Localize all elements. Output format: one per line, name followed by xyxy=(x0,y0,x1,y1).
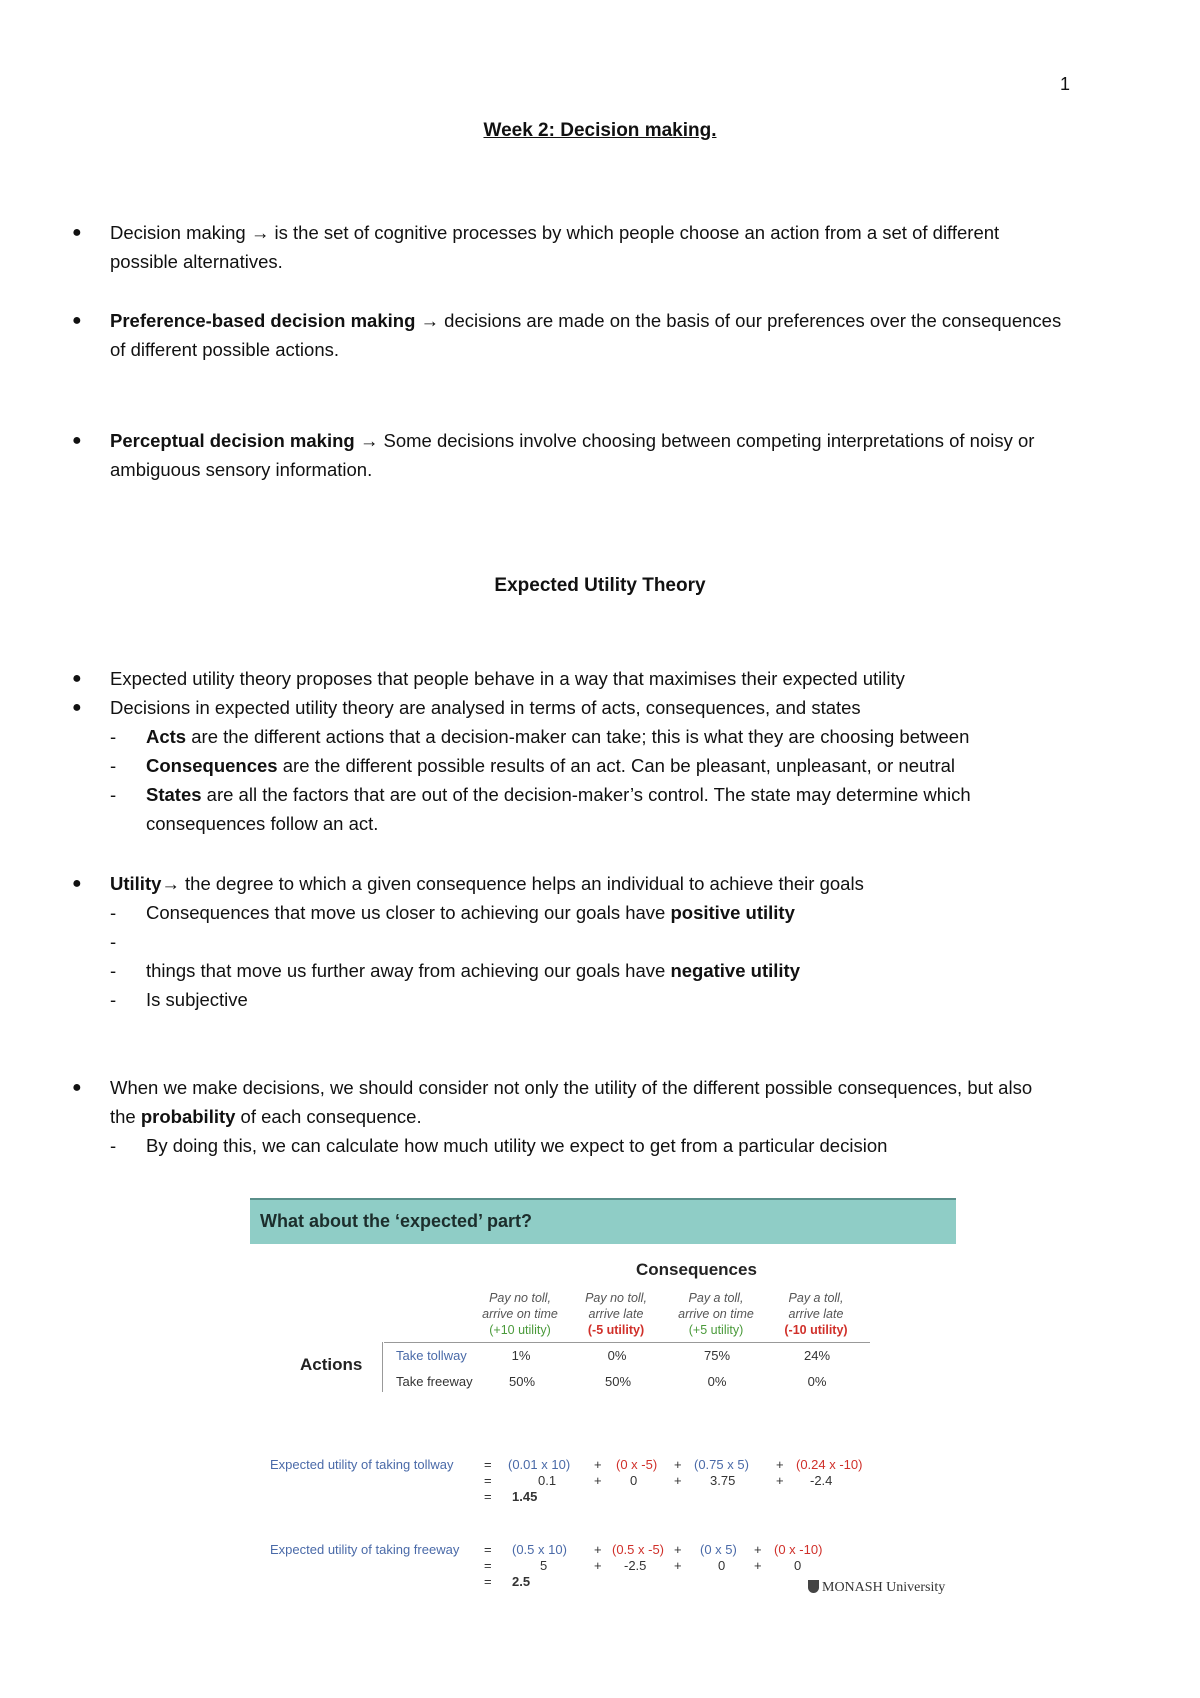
bullet-dot-icon: ● xyxy=(72,224,82,241)
slide-header: What about the ‘expected’ part? xyxy=(250,1198,956,1244)
bullet-dot-icon: ● xyxy=(72,670,82,687)
equation-value: 0 xyxy=(794,1558,802,1573)
equation-value: -2.4 xyxy=(810,1473,833,1488)
plus-sign: + xyxy=(674,1542,682,1557)
table-cell: 50% xyxy=(604,1374,632,1389)
actions-label: Actions xyxy=(300,1355,363,1374)
equation-value: -2.5 xyxy=(624,1558,647,1573)
equals-sign: = xyxy=(484,1558,492,1573)
plus-sign: + xyxy=(674,1457,682,1472)
table-cell: 24% xyxy=(803,1348,831,1363)
equation-label: Expected utility of taking freeway xyxy=(270,1542,460,1557)
bullet-dot-icon: ● xyxy=(72,312,82,329)
equation-term: (0 x 5) xyxy=(700,1542,737,1557)
right-arrow-icon: → xyxy=(250,222,270,243)
right-arrow-icon: → xyxy=(359,430,379,451)
plus-sign: + xyxy=(754,1542,762,1557)
equation-result: 1.45 xyxy=(512,1489,538,1504)
equation-term: (0 x -10) xyxy=(774,1542,823,1557)
table-cell: 0% xyxy=(707,1374,727,1389)
equals-sign: = xyxy=(484,1574,492,1589)
equation-value: 0 xyxy=(630,1473,638,1488)
column-header: Pay a toll, arrive late (-10 utility) xyxy=(784,1291,848,1337)
plus-sign: + xyxy=(754,1558,762,1573)
equation-label: Expected utility of taking tollway xyxy=(270,1457,454,1472)
bullet-eut-2: ● Decisions in expected utility theory are analysed in terms of acts, consequences, and states xyxy=(110,693,1140,722)
page-number: 1 xyxy=(1059,74,1070,94)
bullet-utility: ● Utility→ the degree to which a given consequence helps an individual to achieve their goals xyxy=(110,869,1140,898)
dash-negative-utility: - things that move us further away from achieving our goals have negative utility xyxy=(110,960,800,981)
bullet-dot-icon: ● xyxy=(72,432,82,449)
equals-sign: = xyxy=(484,1473,492,1488)
equation-value: 3.75 xyxy=(710,1473,736,1488)
equation-term: (0.24 x -10) xyxy=(796,1457,863,1472)
dash-states: - States are all the factors that are out of the decision-maker’s control. The state may determine which consequences follow an act. xyxy=(110,784,971,834)
bullet-eut-1: ● Expected utility theory proposes that people behave in a way that maximises their expected utility xyxy=(110,664,1140,693)
table-cell: 50% xyxy=(508,1374,536,1389)
plus-sign: + xyxy=(594,1473,602,1488)
dash-positive-utility: - Consequences that move us closer to achieving our goals have positive utility xyxy=(110,902,795,923)
row-label: Take freeway xyxy=(396,1374,473,1389)
right-arrow-icon: → xyxy=(420,310,440,331)
document-page: 1 Week 2: Decision making. ● Decision making → is the set of cognitive processes by which people choose an action from a set of different possible alternatives. ● Preference-based decision making → decisions are made on the basis of our preferences over the consequences of different possible actions. ● Perceptual decision making → Some decisions involve choosing between competing interpretations of noisy or ambiguous sensory information. Expected Utility Theory ● Expected utility theory proposes that people behave in a way that maximises their expected utility ● Decisions in expected utility theory are analysed in terms of acts, consequences, and states - Acts are the different actions that a decision-maker can take; this is what they are choosing between - Consequences are the different possible results of an act. Can be pleasant, unpleasant, or neutral - States are all the factors that are out of the decision-maker’s control. The state may determine which consequences follow an act. ● Utility→ the degree to which a given consequence helps an individual to achieve their goals - Consequences that move us closer to achieving our goals have positive utility - - things that move us further away from achieving our goals have negative utility - Is subjective ● When we make decisions, we should consider not only the utility of the different possible consequences, but also the probability of each consequence. - By doing this, we can calculate how much utility we expect to get from a particular decision What about the ‘expected’ part? Consequences Actions Pay no toll, arrive on time (+10 utility) Pay no toll, arrive late (-5 utility) Pay a toll, arrive on time (+5 utility) Pay a toll, arrive late (-10 utility) Take tollway 1% 0% 75% 24% Take freeway 50% 50% 0% 0% Expected utility of taking tollway = (0.01 x 10) + (0 x -5) + (0.75 x 5) + (0.24 x -10) = 0.1 + 0 + 3.75 + -2.4 = 1.45 Expected utility of taking freeway = (0.5 x 10) + (0.5 x -5) + (0 x 5) + (0 x -10) = 5 + -2.5 + 0 + 0 = 2.5 MONASH University xyxy=(0,0,1200,1698)
bullet-dot-icon: ● xyxy=(72,875,82,892)
column-header: Pay a toll, arrive on time (+5 utility) xyxy=(678,1291,754,1337)
section-title: Expected Utility Theory xyxy=(494,575,706,596)
row-label: Take tollway xyxy=(396,1348,467,1363)
plus-sign: + xyxy=(594,1457,602,1472)
equals-sign: = xyxy=(484,1457,492,1472)
equation-result: 2.5 xyxy=(512,1574,531,1589)
column-header: Pay no toll, arrive on time (+10 utility) xyxy=(482,1291,558,1337)
equation-value: 5 xyxy=(540,1558,548,1573)
right-arrow-icon: → xyxy=(161,873,180,894)
equation-term: (0.01 x 10) xyxy=(508,1457,571,1472)
page-title: Week 2: Decision making. xyxy=(483,120,717,141)
dash-consequences: - Consequences are the different possible results of an act. Can be pleasant, unpleasant, or neutral xyxy=(110,755,956,776)
bullet-preference-based: ● Preference-based decision making → decisions are made on the basis of our preferences over the consequences of different possible actions. xyxy=(110,306,1140,364)
equation-term: (0.5 x -5) xyxy=(612,1542,665,1557)
bullet-dot-icon: ● xyxy=(72,1079,82,1096)
table-cell: 0% xyxy=(607,1348,627,1363)
equation-value: 0 xyxy=(718,1558,726,1573)
table-divider xyxy=(384,1342,870,1343)
plus-sign: + xyxy=(594,1558,602,1573)
column-header: Pay no toll, arrive late (-5 utility) xyxy=(585,1291,647,1337)
equals-sign: = xyxy=(484,1542,492,1557)
plus-sign: + xyxy=(776,1457,784,1472)
equals-sign: = xyxy=(484,1489,492,1504)
equation-value: 0.1 xyxy=(538,1473,557,1488)
dash-calculate: - By doing this, we can calculate how much utility we expect to get from a particular decision xyxy=(110,1135,888,1156)
bullet-perceptual: ● Perceptual decision making → Some decisions involve choosing between competing interpretations of noisy or ambiguous sensory information. xyxy=(110,426,1140,484)
equation-term: (0 x -5) xyxy=(616,1457,658,1472)
plus-sign: + xyxy=(674,1558,682,1573)
table-cell: 1% xyxy=(511,1348,531,1363)
plus-sign: + xyxy=(776,1473,784,1488)
dash-acts: - Acts are the different actions that a decision-maker can take; this is what they are choosing between xyxy=(110,726,970,747)
equation-term: (0.5 x 10) xyxy=(512,1542,567,1557)
table-divider xyxy=(382,1342,383,1392)
dash-subjective: - Is subjective xyxy=(110,989,248,1010)
monash-logo: MONASH University xyxy=(808,1580,945,1596)
table-cell: 0% xyxy=(807,1374,827,1389)
bullet-consider: ● When we make decisions, we should consider not only the utility of the different possible consequences, but also the probability of each consequence. xyxy=(110,1073,1140,1131)
expected-utility-slide xyxy=(250,1198,956,1603)
plus-sign: + xyxy=(674,1473,682,1488)
equation-term: (0.75 x 5) xyxy=(694,1457,749,1472)
table-cell: 75% xyxy=(703,1348,731,1363)
crest-icon xyxy=(808,1580,819,1593)
bullet-decision-making: ● Decision making → is the set of cognitive processes by which people choose an action from a set of different possible alternatives. xyxy=(110,218,1140,276)
consequences-label: Consequences xyxy=(636,1260,757,1279)
plus-sign: + xyxy=(594,1542,602,1557)
bullet-dot-icon: ● xyxy=(72,699,82,716)
